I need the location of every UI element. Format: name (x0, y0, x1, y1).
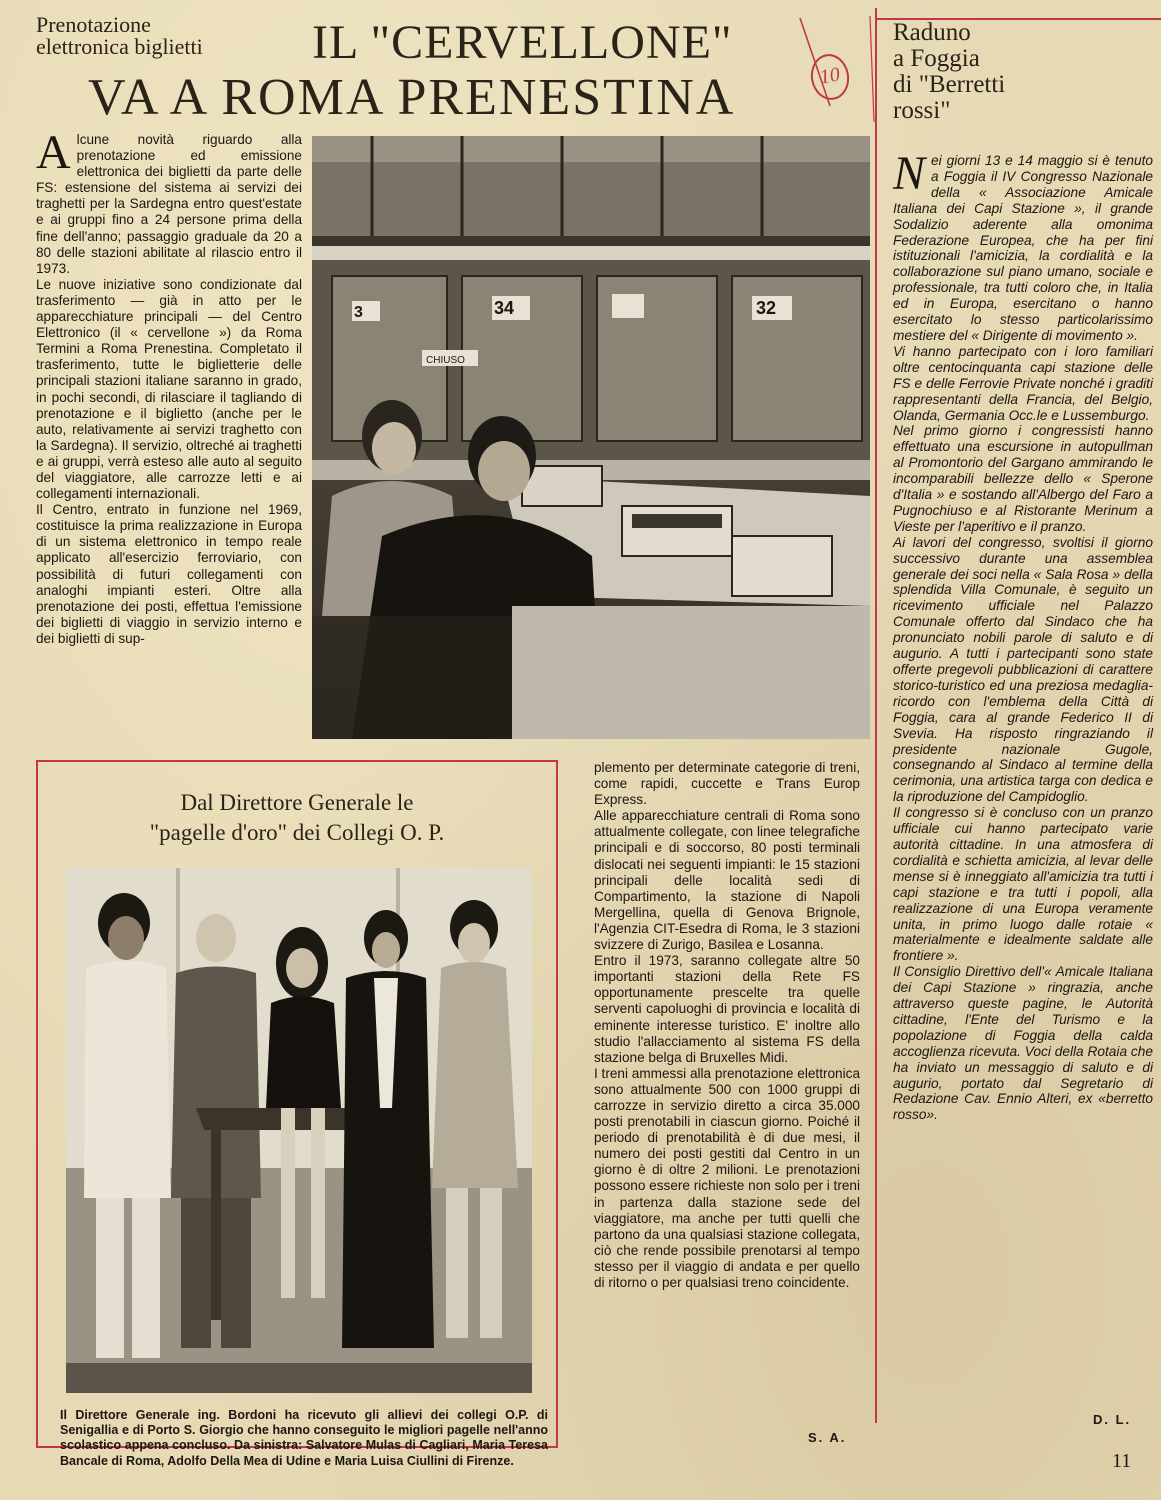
window-sign-32: 32 (756, 298, 777, 318)
side-article-signature: D. L. (1093, 1412, 1132, 1427)
headline-line-2: VA A ROMA PRENESTINA (88, 69, 736, 126)
main-article-paragraph-1-text: lcune novità riguardo alla prenotazione ed emissione elettronica dei biglietti da parte delle FS: estensione del sistema ai servizi dei traghetti per la Sardegna entro quest'estate e ai gruppi fino a 24 persone prima della fine dell'anno; passaggio graduale da 20 a 80 delle stazioni abilitate al rilascio entro il 1973. (36, 132, 302, 276)
students-illustration (66, 868, 532, 1393)
side-article-body (893, 147, 1153, 1123)
side-title-line-4: rossi" (893, 97, 951, 124)
main-article-column-2 (594, 760, 860, 1291)
side-article-paragraph-5: Il congresso si è concluso con un pranzo ufficiale cui hanno partecipato varie autorità cittadine. In una atmosfera di cordialità e schietta amicizia, al levar delle mense si è inneggiato all'amicizia tra tutti i capi stazione e tra tutti i popoli, alla realizzazione di una Europa veramente unita, in primo luogo dalle rotaie « materialmente e idealmente saldate alle frontiere ». (893, 805, 1153, 964)
page-number: 11 (1112, 1450, 1132, 1472)
side-article-title (893, 20, 1153, 124)
side-article-paragraph-3: Nel primo giorno i congressisti hanno effettuato una escursione in autopullman al Promontorio del Gargano ammirando le incomparabili bellezze dello « Sperone d'Italia » e sostando all'Albergo del Faro a Pugnochiuso e al Ristorante Merinum a Vieste per l'aperitivo e il pranzo. (893, 423, 1153, 534)
kicker-line-1: Prenotazione (36, 12, 151, 37)
students-photo (66, 868, 532, 1393)
main-article-paragraph-1 (36, 126, 302, 277)
photo-caption: Il Direttore Generale ing. Bordoni ha ricevuto gli allievi dei collegi O.P. di Senigallia e di Porto S. Giorgio che hanno conseguito le migliori pagelle nell'anno scolastico appena concluso. Da sinistra: Salvatore Mulas di Cagliari, Maria Teresa Bancale di Roma, Adolfo Della Mea di Udine e Maria Luisa Ciullini di Firenze. (60, 1408, 548, 1468)
main-article-continued-4: I treni ammessi alla prenotazione elettronica sono attualmente 500 con 1000 gruppi di carrozze in servizio diretto a circa 35.000 posti prenotabili in ciascun giorno. Poiché il periodo di prenotabilità è di due mesi, il numero dei posti gestiti dal Centro in un giorno è di oltre 2 milioni. Le prenotazioni possono essere richieste non solo per i treni in partenza dalla stazione sede del viaggiatore, ma anche per tutti quelli che partono da una qualsiasi stazione collegata, ciò che rende possibile prenotarsi al tempo stesso per il viaggio di andata e per quello di ritorno o per qualsiasi treno coincidente. (594, 1065, 860, 1290)
main-article-column-1 (36, 126, 302, 647)
kicker-line-2: elettronica biglietti (36, 34, 203, 59)
ticket-office-photo (312, 136, 870, 739)
main-article-continued-2: Alle apparecchiature centrali di Roma sono attualmente collegate, con linee telegrafiche principali e di soccorso, 80 posti terminali dislocati nei seguenti impianti: le 15 stazioni principali delle località sedi di Compartimento, la stazione di Napoli Mergellina, quella di Genova Brignole, l'Agenzia CIT-Esedra di Roma, le 3 stazioni svizzere di Zurigo, Basilea e Losanna. (594, 808, 860, 953)
ticket-office-illustration (312, 136, 870, 739)
box-title (38, 788, 556, 848)
window-sign-closed: CHIUSO (426, 355, 465, 366)
side-title-line-1: Raduno (893, 19, 971, 46)
side-title-line-2: a Foggia (893, 45, 980, 72)
window-sign-3: 3 (354, 304, 363, 321)
side-title-line-3: di "Berretti (893, 71, 1006, 98)
side-drop-cap: N (893, 147, 926, 200)
kicker (36, 14, 276, 58)
main-article-continued-3: Entro il 1973, saranno collegate altre 50 importanti stazioni della Rete FS opportunamente prescelte tra quelle serventi capoluoghi di provincia e località di eminente interesse turistico. E' inoltre allo studio l'allacciamento al sistema FS della stazione belga di Bruxelles Midi. (594, 953, 860, 1065)
headline-line-1: IL "CERVELLONE" (312, 16, 733, 69)
box-title-line-2: "pagelle d'oro" dei Collegi O. P. (149, 820, 445, 845)
column-rule-vertical (875, 8, 877, 1423)
box-title-line-1: Dal Direttore Generale le (180, 790, 414, 815)
drop-cap: A (36, 126, 71, 179)
window-sign-34: 34 (494, 298, 515, 318)
side-article-paragraph-6: Il Consiglio Direttivo dell'« Amicale Italiana dei Capi Stazione » ringrazia, anche attraverso queste pagine, le Autorità cittadine, l'Ente del Turismo e la popolazione di Foggia della calda accoglienza ricevuta. Voci della Rotaia che ha inviato un messaggio di saluto e di augurio, portato dal Segretario di Redazione Cav. Ennio Alteri, ex «berretto rosso». (893, 964, 1153, 1123)
main-article-paragraph-2: Le nuove iniziative sono condizionate dal trasferimento — già in atto per le apparecchiature principali — del Centro Elettronico (il « cervellone ») da Roma Termini a Roma Prenestina. Completato il trasferimento, tutte le biglietterie delle principali stazioni italiane saranno in grado, in pochi secondi, di rilasciare il tagliando di prenotazione e il biglietto (anche per le auto, relativamente ai servizi traghetto con la Sardegna). Il servizio, oltreché ai traghetti e ai gruppi, verrà esteso alle auto al seguito del viaggiatore, alle carrozze letti e ai collegamenti internazionali. (36, 276, 302, 502)
main-article-paragraph-3: Il Centro, entrato in funzione nel 1969, costituisce la prima realizzazione in Europa di un sistema elettronico in tempo reale applicato all'esercizio ferroviario, con possibilità di futuri collegamenti con analoghi impianti esteri. Oltre alla prenotazione dei posti, effettua l'emissione dei biglietti di viaggio in servizio interno e dei biglietti di sup- (36, 502, 302, 646)
side-article-paragraph-4: Ai lavori del congresso, svoltisi il giorno successivo durante una assemblea generale dei soci nella « Sala Rosa » della splendida Villa Comunale, è seguito un ricevimento ufficiale nel Palazzo Comunale offerto dal Sindaco che ha pronunciato nobili parole di saluto e di augurio. A tutti i partecipanti sono state offerte pregevoli pubblicazioni di carattere storico-turistico ed una preziosa medaglia-ricordo con l'emblema della Città di Foggia, cara al grande Federico II di Svevia. Ha risposto ringraziando il presidente nazionale Gugole, consegnando al Sindaco al termine della cerimonia, una artistica targa con dedica e la riproduzione del Campidoglio. (893, 534, 1153, 805)
collegi-box (36, 760, 558, 1468)
side-article-paragraph-1 (893, 147, 1153, 344)
page-stamp: 10 (807, 51, 852, 103)
side-article-paragraph-1-text: ei giorni 13 e 14 maggio si è tenuto a Foggia il IV Congresso Nazionale della « Associazione Amicale Italiana dei Capi Stazione », il grande Sodalizio aderente alla omonima Federazione Europea, che ha per fini istituzionali l'amicizia, la cordialità e la collaborazione sul piano umano, sociale e professionale, tra tutti coloro che, in Italia ed in Europa, esercitano o hanno esercitato lo stesso particolarissimo mestiere del « Dirigente di movimento ». (893, 153, 1153, 343)
side-article-paragraph-2: Vi hanno partecipato con i loro familiari oltre centocinquanta capi stazione delle FS e delle Ferrovie Private nonché i graditi rappresentanti della Francia, del Belgio, Olanda, Germania Occ.le e Lussemburgo. (893, 343, 1153, 423)
main-article-signature: S. A. (808, 1430, 847, 1445)
main-article-continued-1: plemento per determinate categorie di treni, come rapidi, cuccette e Trans Europ Express. (594, 760, 860, 808)
